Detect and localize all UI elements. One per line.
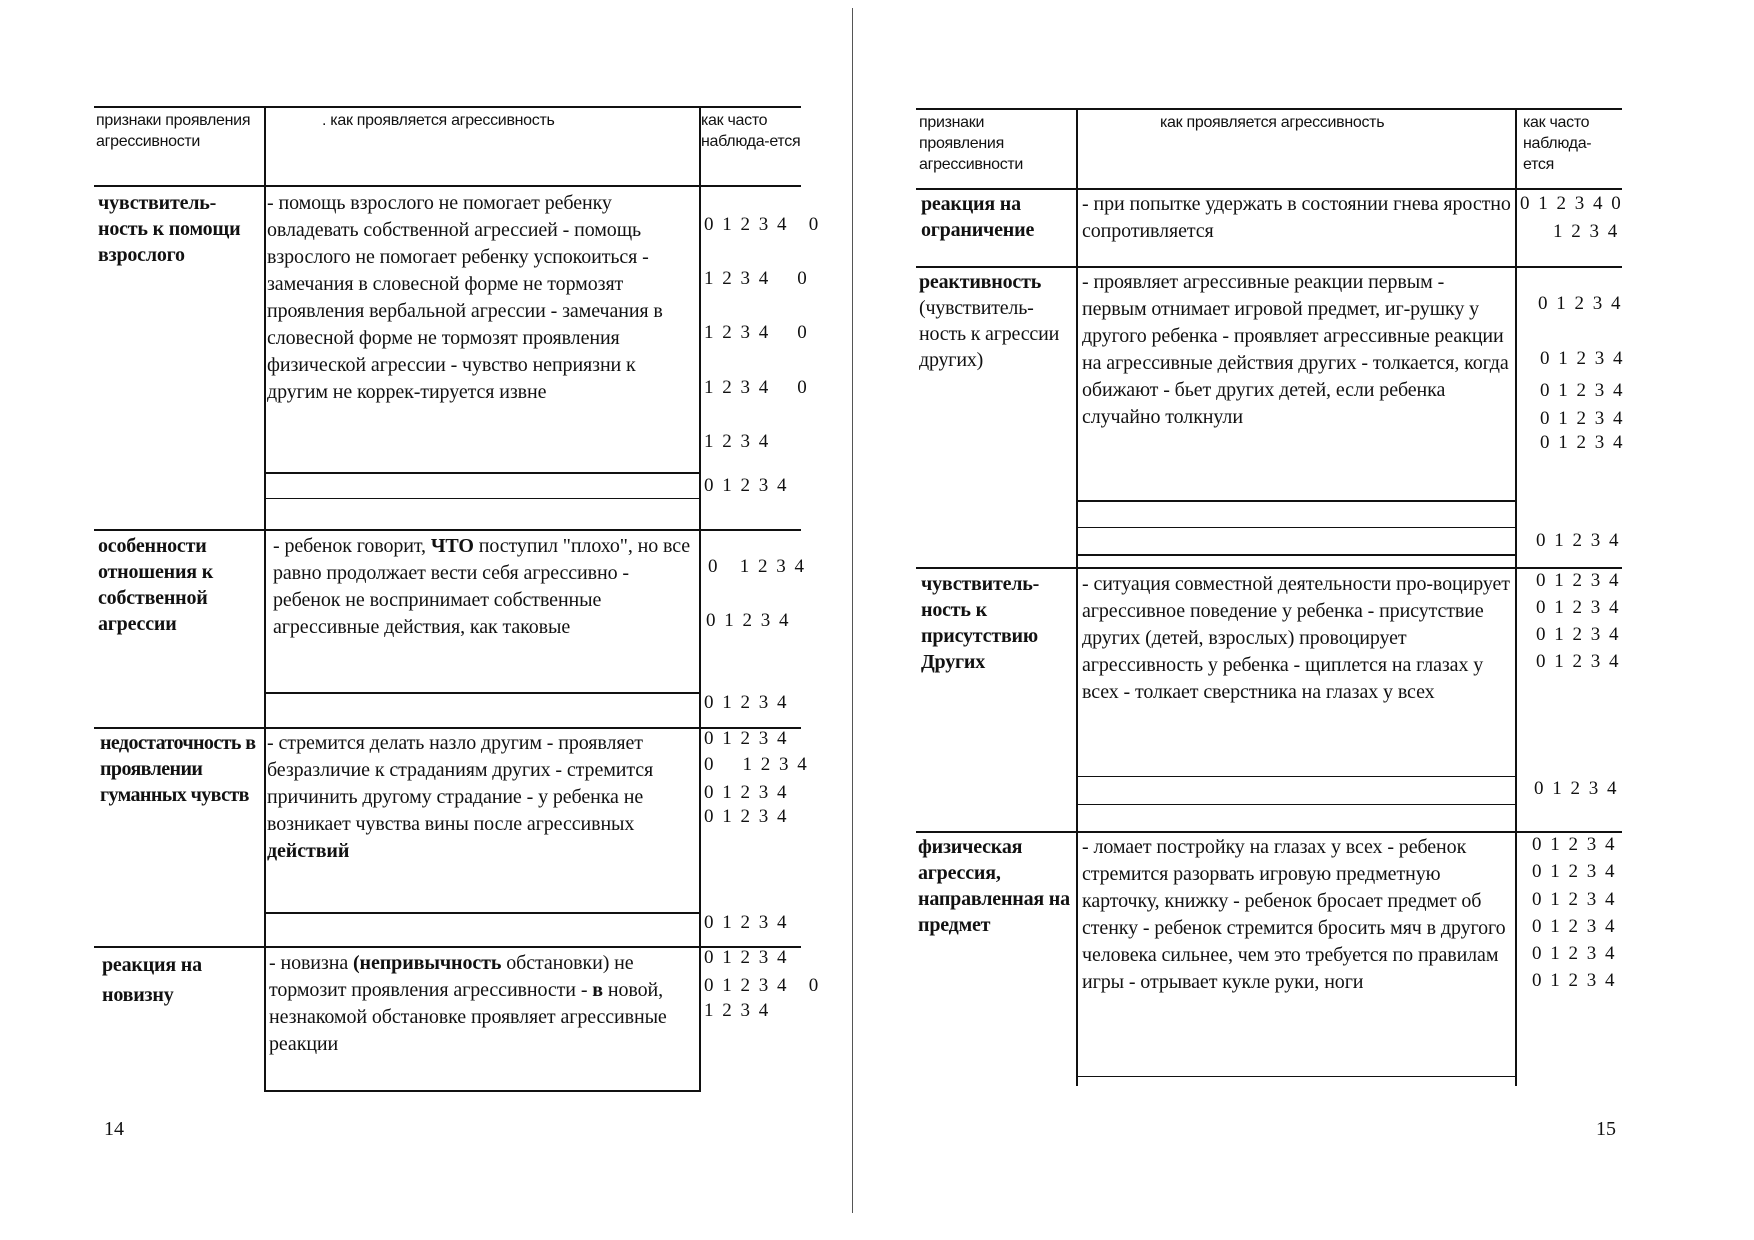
header-bottom-rule xyxy=(94,185,801,187)
sign-label: физическая агрессия, направленная на предмет xyxy=(918,836,1070,936)
score-scale: 0 1 2 3 4 xyxy=(704,728,789,749)
row-rule xyxy=(265,692,701,694)
sign-label: реактивность (чувствитель-ность к агрессии других) xyxy=(919,271,1060,371)
column-rule xyxy=(264,106,266,1092)
score-scale: 0 1 2 3 4 xyxy=(704,947,789,968)
row-rule xyxy=(265,498,701,499)
score-scale: 0 1 2 3 4 xyxy=(706,610,791,631)
score-scale: 1 2 3 4 xyxy=(1553,221,1620,242)
score-scale: 0 1 2 3 4 xyxy=(1536,624,1621,645)
score-scale: 0 1 2 3 4 xyxy=(704,475,789,496)
sign-label: недостаточность в проявлении гуманных чувств xyxy=(100,732,256,806)
sign-label: реакция на ограничение xyxy=(921,193,1035,241)
row-rule xyxy=(1077,804,1517,805)
header-sign: признаки проявления агрессивности xyxy=(919,114,1024,173)
score-scale: 0 1 2 3 4 xyxy=(1538,293,1623,314)
score-scale: 0 1 2 3 4 xyxy=(1534,778,1619,799)
score-scale: 0 1 2 3 4 xyxy=(1540,408,1625,429)
header-frequency: как часто наблюда-ется xyxy=(1523,114,1592,173)
row-rule xyxy=(1077,527,1517,528)
table-top-rule xyxy=(94,106,801,108)
score-scale: 0 1 2 3 4 xyxy=(1540,432,1625,453)
score-scale: 0 1 2 3 4 xyxy=(704,692,789,713)
sign-label: реакция на новизну xyxy=(102,954,202,1006)
sign-label: особенности отношения к собственной агрессии xyxy=(98,535,214,635)
score-scale: 0 1 2 3 4 xyxy=(1532,916,1617,937)
score-scale: 0 1 2 3 4 xyxy=(1536,597,1621,618)
sign-label: чувствитель-ность к присутствию Других xyxy=(921,573,1040,673)
score-scale: 0 1 2 3 4 0 xyxy=(704,214,821,235)
manifestation-text: - стремится делать назло другим - проявляет безразличие к страданиям других - стремится причинить другому страдание - у ребенка не возникает чувства вины после агрессивных действий xyxy=(267,732,654,862)
score-scale: 0 1 2 3 4 xyxy=(1532,970,1617,991)
book-spine xyxy=(852,8,853,1213)
manifestation-text: - новизна (непривычность обстановки) не тормозит проявления агрессивности - в новой, незнакомой обстановке проявляет агрессивные реакции xyxy=(269,952,667,1055)
score-scale: 1 2 3 4 0 xyxy=(704,268,809,289)
page-number: 14 xyxy=(104,1118,124,1140)
table-bottom-rule xyxy=(265,1090,701,1092)
score-scale: 1 2 3 4 0 xyxy=(704,377,809,398)
score-scale: 0 1 2 3 4 xyxy=(1536,651,1621,672)
row-rule xyxy=(1077,554,1517,556)
manifestation-text: - ситуация совместной деятельности про-воцирует агрессивное поведение у ребенка - присутствие других (детей, взрослых) провоцирует агрессивность у ребенка - щиплется на глазах у всех - толкает сверстника на глазах у всех xyxy=(1082,573,1510,703)
score-scale: 0 1 2 3 4 xyxy=(1536,570,1621,591)
page-number: 15 xyxy=(1596,1118,1616,1140)
header-frequency: как часто наблюда-ется xyxy=(701,112,801,150)
row-rule xyxy=(265,912,701,914)
table-bottom-rule xyxy=(1077,1076,1517,1077)
score-scale: 0 1 2 3 4 xyxy=(704,782,789,803)
row-rule xyxy=(1077,500,1517,502)
score-scale: 0 1 2 3 4 xyxy=(1532,889,1617,910)
score-scale: 0 1 2 3 4 xyxy=(704,912,789,933)
header-manifest: как проявляется агрессивность xyxy=(1160,114,1385,131)
score-scale: 0 1 2 3 4 xyxy=(1532,943,1617,964)
manifestation-text: - при попытке удержать в состоянии гнева яростно сопротивляется xyxy=(1082,193,1511,242)
manifestation-text: - ребенок говорит, ЧТО поступил "плохо", но все равно продолжает вести себя агрессивно - ребенок не воспринимает собственные агрессивные действия, как таковые xyxy=(273,535,691,638)
score-scale: 0 1 2 3 4 xyxy=(1532,834,1617,855)
score-scale: 1 2 3 4 xyxy=(704,1000,771,1021)
score-scale: 0 1 2 3 4 xyxy=(1532,861,1617,882)
row-rule xyxy=(94,529,801,531)
sign-label: чувствитель-ность к помощи взрослого xyxy=(98,192,241,266)
column-rule xyxy=(1076,108,1078,1086)
score-scale: 0 1 2 3 4 xyxy=(708,556,806,577)
column-rule xyxy=(1515,108,1517,1086)
score-scale: 0 1 2 3 4 xyxy=(1536,530,1621,551)
score-scale: 1 2 3 4 xyxy=(704,431,771,452)
row-rule xyxy=(94,946,801,948)
row-rule xyxy=(94,727,801,729)
score-scale: 0 1 2 3 4 xyxy=(1540,348,1625,369)
score-scale: 0 1 2 3 4 xyxy=(704,806,789,827)
row-rule xyxy=(1077,776,1517,777)
score-scale: 0 1 2 3 4 0 xyxy=(1520,193,1623,214)
score-scale: 0 1 2 3 4 0 xyxy=(704,975,821,996)
row-rule xyxy=(265,472,701,474)
score-scale: 0 1 2 3 4 xyxy=(704,754,809,775)
manifestation-text: - проявляет агрессивные реакции первым - первым отнимает игровой предмет, иг-рушку у другого ребенка - проявляет агрессивные реакции на агрессивные действия других - толкается, когда обижают - бьет других детей, если ребенка случайно толкнули xyxy=(1082,271,1509,428)
score-scale: 1 2 3 4 0 xyxy=(704,322,809,343)
header-manifest: . как проявляется агрессивность xyxy=(322,112,555,129)
column-rule xyxy=(699,106,701,1092)
manifestation-text: - помощь взрослого не помогает ребенку овладевать собственной агрессией - помощь взрослого не помогает ребенку успокоиться - замечания в словесной форме не тормозят проявления вербальной агрессии - замечания в словесной форме не тормозят проявления физической агрессии - чувство неприязни к другим не коррек-тируется извне xyxy=(267,192,663,403)
score-scale: 0 1 2 3 4 xyxy=(1540,380,1625,401)
manifestation-text: - ломает постройку на глазах у всех - ребенок стремится разорвать игровую предметную карточку, книжку - ребенок бросает предмет об стенку - ребенок стремится бросить мяч в другого человека сильнее, чем это требуется по правилам игры - отрывает кукле руки, ноги xyxy=(1082,836,1506,993)
header-sign: признаки проявления агрессивности xyxy=(96,112,251,150)
